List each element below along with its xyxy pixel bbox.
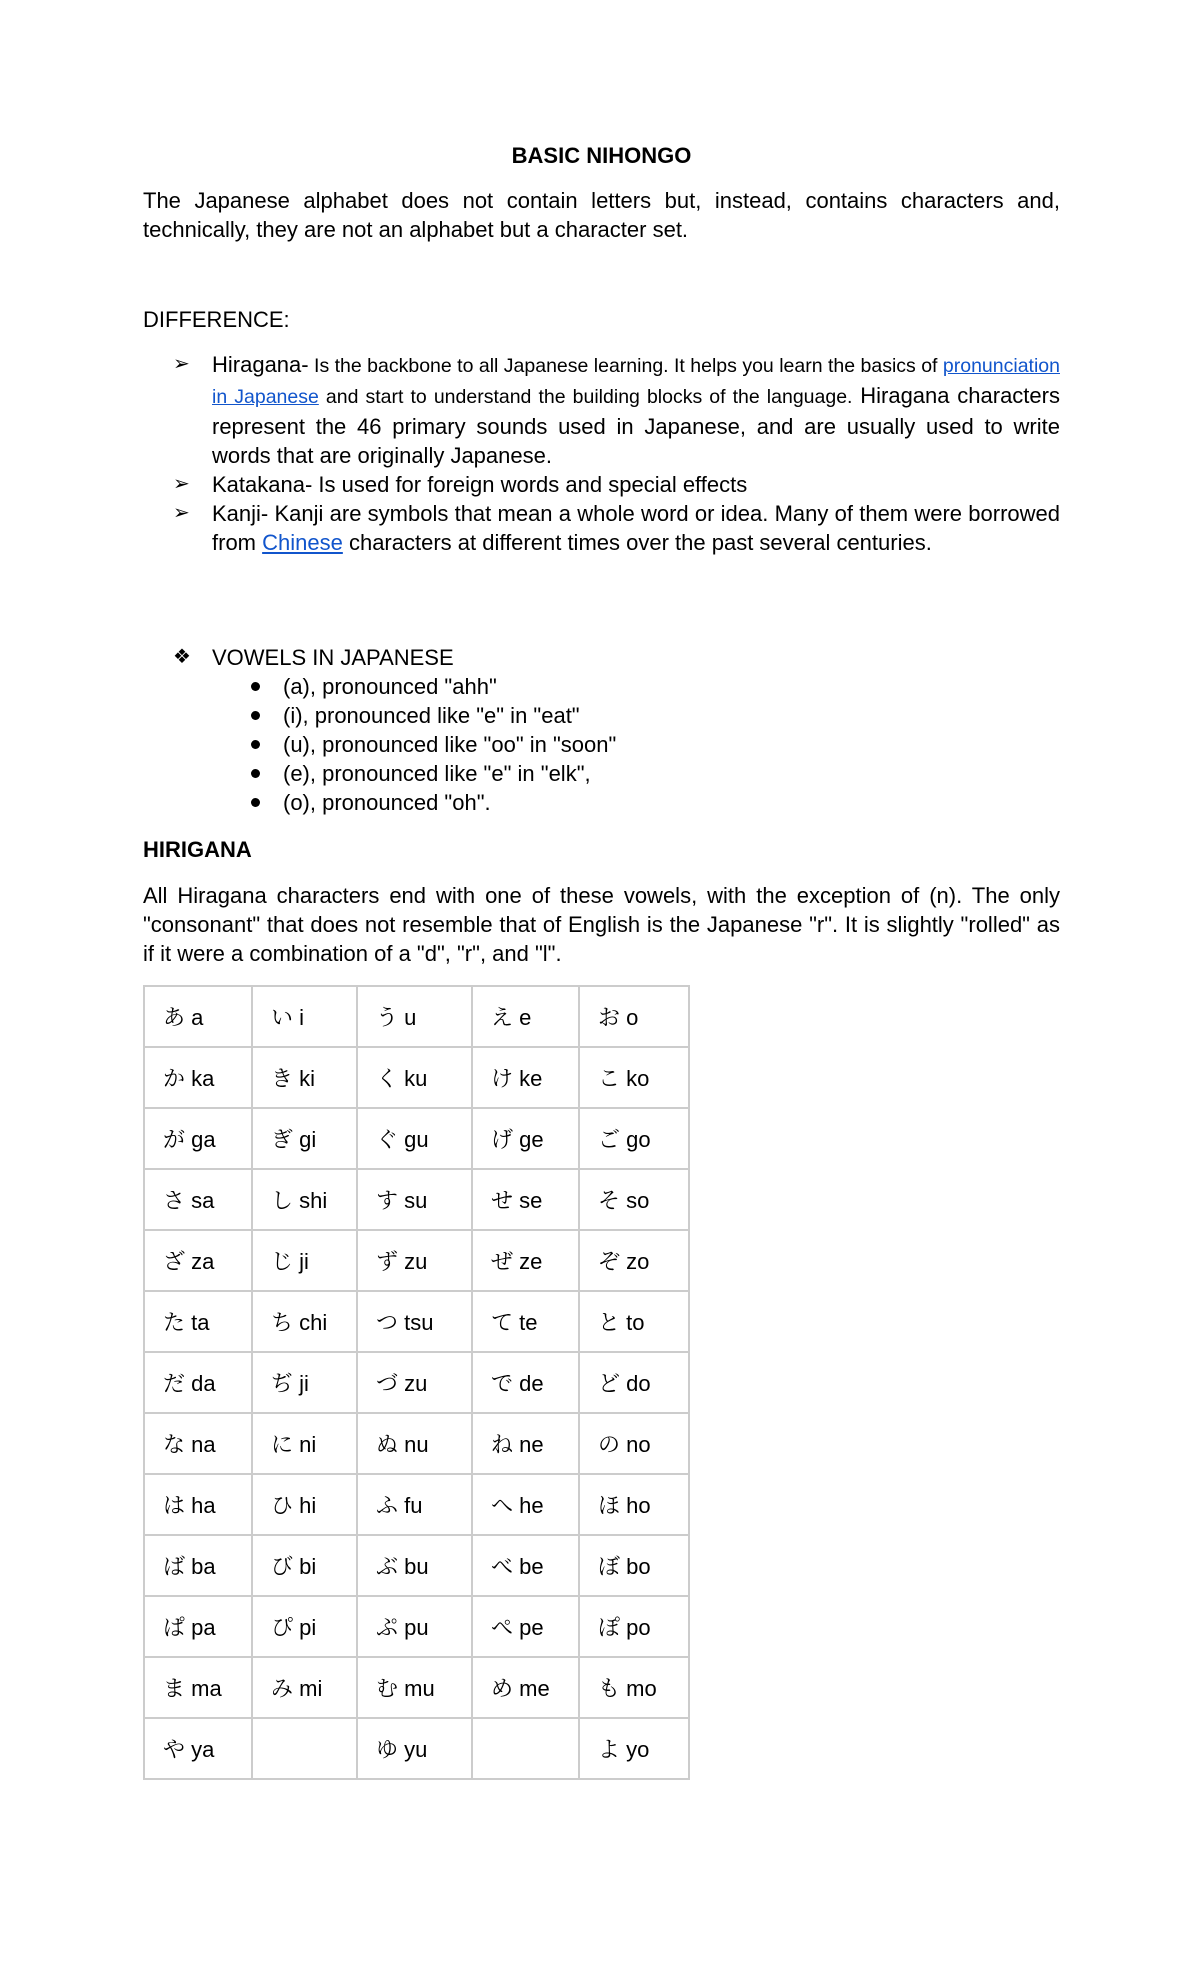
table-cell: し shi <box>252 1169 357 1230</box>
table-cell: ぱ pa <box>144 1596 252 1657</box>
hiragana-text-c: Hiragana characters represent the 46 primary sounds used in Japanese, and are usually used to write words that are originally Japanese. <box>212 383 1060 468</box>
difference-item-kanji <box>173 499 1060 557</box>
table-cell: が ga <box>144 1108 252 1169</box>
list-item: (e), pronounced like "e" in "elk", <box>248 759 616 788</box>
vowels-heading <box>173 643 454 672</box>
table-cell: ぜ ze <box>472 1230 579 1291</box>
table-cell: ぎ gi <box>252 1108 357 1169</box>
list-item: (o), pronounced "oh". <box>248 788 616 817</box>
table-row <box>144 1352 689 1413</box>
intro-paragraph: The Japanese alphabet does not contain letters but, instead, contains characters and, technically, they are not an alphabet but a character set. <box>143 188 1060 242</box>
table-cell: く ku <box>357 1047 472 1108</box>
table-cell: ぬ nu <box>357 1413 472 1474</box>
table-cell: げ ge <box>472 1108 579 1169</box>
table-cell: か ka <box>144 1047 252 1108</box>
table-cell: み mi <box>252 1657 357 1718</box>
table-cell: さ sa <box>144 1169 252 1230</box>
kana-table-body <box>144 986 689 1779</box>
table-cell: ぷ pu <box>357 1596 472 1657</box>
table-cell: べ be <box>472 1535 579 1596</box>
table-cell: ぶ bu <box>357 1535 472 1596</box>
arrow-bullet-icon: ➢ <box>173 473 190 495</box>
table-cell: ざ za <box>144 1230 252 1291</box>
table-cell: ち chi <box>252 1291 357 1352</box>
table-cell: ま ma <box>144 1657 252 1718</box>
table-cell: で de <box>472 1352 579 1413</box>
difference-heading: DIFFERENCE: <box>143 307 290 332</box>
table-cell: に ni <box>252 1413 357 1474</box>
table-cell: て te <box>472 1291 579 1352</box>
list-item: (u), pronounced like "oo" in "soon" <box>248 730 616 759</box>
table-cell: そ so <box>579 1169 689 1230</box>
table-row <box>144 1657 689 1718</box>
table-row <box>144 1230 689 1291</box>
table-cell: ひ hi <box>252 1474 357 1535</box>
table-cell: ぐ gu <box>357 1108 472 1169</box>
table-row <box>144 1413 689 1474</box>
list-item: (a), pronounced "ahh" <box>248 672 616 701</box>
table-cell: と to <box>579 1291 689 1352</box>
hiragana-text-a: Is the backbone to all Japanese learning. It helps you learn the basics of <box>308 355 943 377</box>
table-cell: う u <box>357 986 472 1047</box>
table-cell: い i <box>252 986 357 1047</box>
pronunciation-link[interactable]: pronunciation in Japanese <box>212 355 1060 408</box>
hiragana-paragraph: All Hiragana characters end with one of these vowels, with the exception of (n). The only "consonant" that does not resemble that of English is the Japanese "r". It is slightly "rolled" as if it were a combination of a "d", "r", and "l". <box>143 883 1060 966</box>
table-row <box>144 1535 689 1596</box>
difference-item-hiragana <box>173 350 1060 470</box>
arrow-bullet-icon: ➢ <box>173 502 190 524</box>
vowel-list <box>248 672 616 817</box>
table-cell: じ ji <box>252 1230 357 1291</box>
table-cell: あ a <box>144 986 252 1047</box>
table-cell: び bi <box>252 1535 357 1596</box>
table-cell: ぞ zo <box>579 1230 689 1291</box>
table-row <box>144 1169 689 1230</box>
table-cell: ぺ pe <box>472 1596 579 1657</box>
table-cell: も mo <box>579 1657 689 1718</box>
table-cell: ぽ po <box>579 1596 689 1657</box>
table-cell: え e <box>472 986 579 1047</box>
table-cell: つ tsu <box>357 1291 472 1352</box>
table-cell: ゆ yu <box>357 1718 472 1779</box>
table-cell: た ta <box>144 1291 252 1352</box>
table-cell: ほ ho <box>579 1474 689 1535</box>
table-cell: は ha <box>144 1474 252 1535</box>
table-cell: せ se <box>472 1169 579 1230</box>
table-cell: ぢ ji <box>252 1352 357 1413</box>
hiragana-term: Hiragana- <box>212 352 309 377</box>
table-cell: ど do <box>579 1352 689 1413</box>
table-row <box>144 986 689 1047</box>
list-item: (i), pronounced like "e" in "eat" <box>248 701 616 730</box>
document-title: BASIC NIHONGO <box>511 143 692 168</box>
table-cell: や ya <box>144 1718 252 1779</box>
table-cell: ず zu <box>357 1230 472 1291</box>
table-row <box>144 1291 689 1352</box>
chinese-link[interactable]: Chinese <box>262 530 343 555</box>
table-cell: ぼ bo <box>579 1535 689 1596</box>
table-cell: ふ fu <box>357 1474 472 1535</box>
diamond-bullet-icon: ❖ <box>173 646 191 668</box>
difference-list <box>173 350 1060 557</box>
table-cell: ば ba <box>144 1535 252 1596</box>
vowels-heading-text: VOWELS IN JAPANESE <box>212 645 454 670</box>
table-row <box>144 1718 689 1779</box>
katakana-text: Katakana- Is used for foreign words and special effects <box>212 472 748 497</box>
table-cell: へ he <box>472 1474 579 1535</box>
table-row <box>144 1108 689 1169</box>
hiragana-text-b: and start to understand the building blocks of the language. <box>318 386 853 408</box>
table-cell: な na <box>144 1413 252 1474</box>
table-cell: ね ne <box>472 1413 579 1474</box>
table-cell: す su <box>357 1169 472 1230</box>
hiragana-heading: HIRIGANA <box>143 837 252 862</box>
kana-table <box>143 985 690 1780</box>
kanji-text-a: Kanji- Kanji are symbols that mean a whole word or idea. Many of them were borrowed from <box>212 501 1060 555</box>
table-cell: け ke <box>472 1047 579 1108</box>
table-cell: だ da <box>144 1352 252 1413</box>
table-cell: お o <box>579 986 689 1047</box>
table-cell: よ yo <box>579 1718 689 1779</box>
table-cell: こ ko <box>579 1047 689 1108</box>
table-cell: め me <box>472 1657 579 1718</box>
table-row <box>144 1474 689 1535</box>
kanji-text-b: characters at different times over the past several centuries. <box>342 530 932 555</box>
table-cell: ご go <box>579 1108 689 1169</box>
table-row <box>144 1047 689 1108</box>
table-cell: づ zu <box>357 1352 472 1413</box>
table-cell <box>472 1718 579 1779</box>
table-cell: き ki <box>252 1047 357 1108</box>
difference-item-katakana <box>173 470 1060 499</box>
table-cell: の no <box>579 1413 689 1474</box>
table-cell <box>252 1718 357 1779</box>
arrow-bullet-icon: ➢ <box>173 353 190 375</box>
table-cell: む mu <box>357 1657 472 1718</box>
table-cell: ぴ pi <box>252 1596 357 1657</box>
table-row <box>144 1596 689 1657</box>
